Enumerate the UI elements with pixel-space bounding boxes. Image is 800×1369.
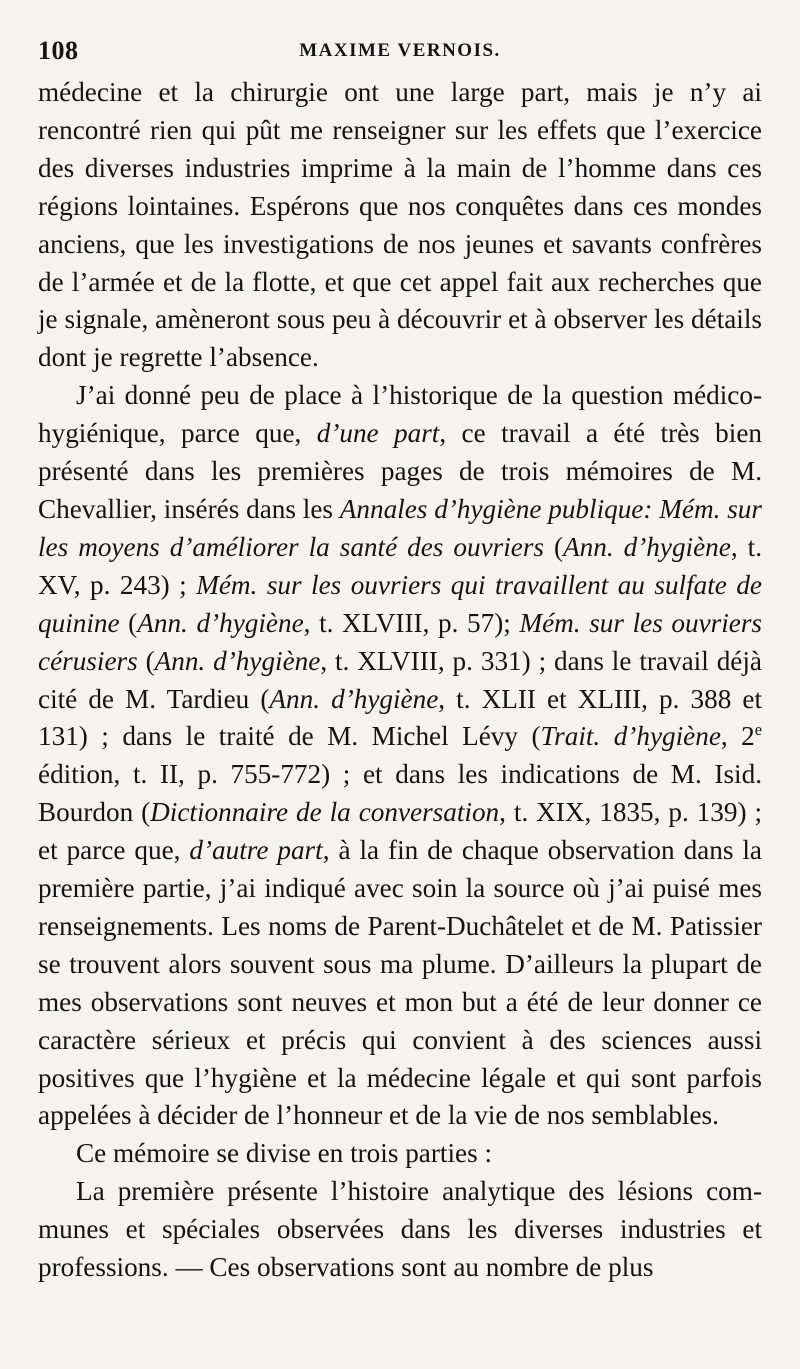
paragraph-3	[38, 1135, 762, 1173]
body-text	[38, 74, 762, 1287]
italic-text: Trait. d’hygiène	[540, 721, 721, 752]
text-run: Ce mémoire se divise en trois parties :	[76, 1138, 493, 1169]
text-run: médecine et la chirurgie ont une large part, mais je n’y ai rencontré rien qui pût me renseigner sur les effets que l’exercice des diverses industries imprime à la main de l’homme dans ces régions lointaines. Espérons que nos conquêtes dans ces mondes anciens, que les investigations de nos jeunes et savants confrères de l’armée et de la flotte, et que cet appel fait aux recherches que je signale, amèneront sous peu à découvrir et à observer les détails dont je regrette l’absence.	[38, 77, 762, 373]
italic-text: d’autre part	[189, 835, 323, 866]
text-run: J’ai donné peu de place à l’historique de la question médico-hygiénique, parce que,	[38, 380, 762, 449]
text-run: , 2	[720, 721, 755, 752]
paragraph-1	[38, 74, 762, 377]
italic-text: Dictionnaire de la conversation	[150, 797, 500, 828]
text-run: La première présente l’histoire analytique des lésions communes et spéciales observées dans les diverses industries et professions. — Ces observations sont au nombre de plus	[38, 1176, 762, 1283]
italic-text: Ann. d’hygiène	[269, 683, 439, 714]
paragraph-4	[38, 1173, 762, 1287]
italic-text: Annales d’hygiène publique: Mém. sur les moyens d’améliorer la santé des ouvriers	[38, 493, 762, 562]
text-run: , t. XLII et XLIII, p. 388 et 131) ; dans le traité de M. Michel Lévy (	[38, 683, 763, 752]
text-run: , à la fin de chaque observation dans la première partie, j’ai indiqué avec soin la source où j’ai puisé mes renseignements. Les noms de Parent-Duchâtelet et de M. Patissier se trouvent alors souvent sous ma plume. D’ailleurs la plupart de mes observations sont neuves et mon but a été de leur donner ce caractère sérieux et précis qui convient à des sciences aussi positives que l’hygiène et la médecine légale et qui sont parfois appelées à décider de l’honneur et de la vie de nos semblables.	[38, 835, 762, 1131]
text-run: , t. XV, p. 243) ;	[38, 531, 762, 600]
text-run: , t. XIX, 1835, p. 139) ; et parce que,	[38, 797, 762, 866]
text-run: , t. XLVIII, p. 57);	[303, 607, 520, 638]
italic-text: Mém. sur les ouvriers qui travaillent au sulfate de quinine	[38, 569, 762, 638]
italic-text: Ann. d’hygiène	[137, 607, 304, 638]
text-run: (	[119, 607, 138, 638]
page-number: 108	[38, 36, 79, 65]
italic-text: Ann. d’hygiène	[563, 531, 731, 562]
italic-text: d’une part	[316, 418, 440, 449]
text-run: , t. XLVIII, p. 331) ; dans le travail déjà cité de M. Tardieu (	[38, 645, 762, 714]
running-title: MAXIME VERNOIS.	[299, 40, 501, 61]
text-run: (	[544, 531, 564, 562]
superscript-text: e	[754, 720, 763, 740]
running-head	[38, 34, 762, 74]
italic-text: Mém. sur les ouvriers cérusiers	[38, 607, 763, 676]
text-run: , ce travail a été très bien présenté dans les premières pages de trois mémoires de M. Chevallier, insérés dans les	[38, 418, 762, 524]
italic-text: Ann. d’hygiène	[154, 645, 321, 676]
text-run: (	[137, 645, 155, 676]
text-run: édition, t. II, p. 755-772) ; et dans les indications de M. Isid. Bourdon (	[38, 759, 762, 828]
paragraph-2	[38, 377, 762, 1135]
